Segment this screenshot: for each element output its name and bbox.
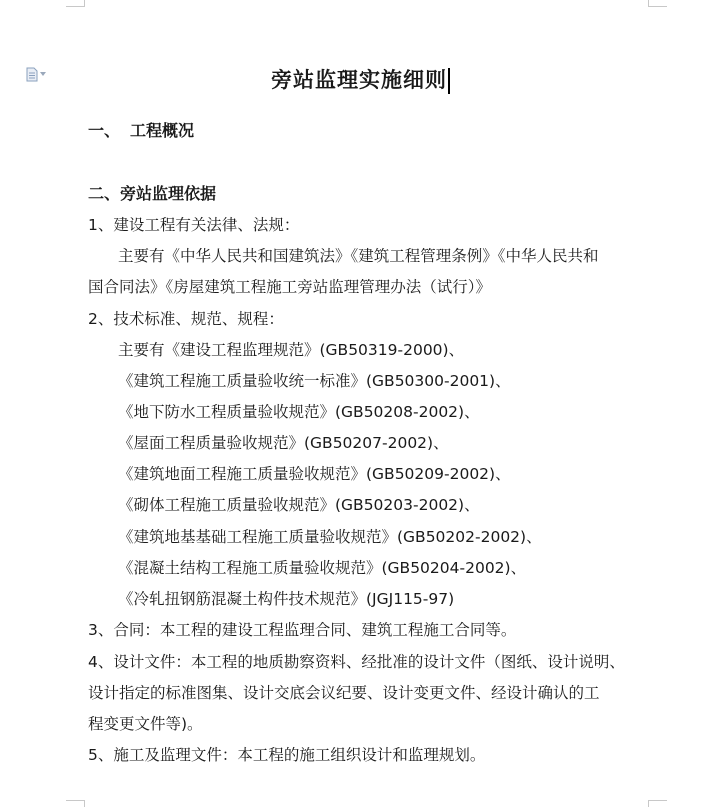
margin-corner-top-left: [66, 0, 85, 7]
item4-line2: 设计指定的标准图集、设计交底会议纪要、设计变更文件、经设计确认的工: [88, 684, 600, 702]
item4-line1: 4、设计文件：本工程的地质勘察资料、经批准的设计文件（图纸、设计说明、: [88, 653, 625, 671]
standard-line: 《地下防水工程质量验收规范》(GB50208-2002)、: [118, 403, 480, 421]
section-heading-overview: [88, 121, 194, 141]
standard-line: 主要有《建设工程监理规范》(GB50319-2000)、: [118, 341, 465, 359]
standard-line: 《建筑工程施工质量验收统一标准》(GB50300-2001)、: [118, 372, 511, 390]
standard-line: 《冷轧扭钢筋混凝土构件技术规范》(JGJ115-97): [118, 590, 455, 608]
item2-label: 2、技术标准、规范、规程：: [88, 310, 284, 328]
item1-text-line2: 国合同法》《房屋建筑工程施工旁站监理管理办法（试行）》: [88, 278, 492, 296]
standard-line: 《混凝土结构工程施工质量验收规范》(GB50204-2002)、: [118, 559, 527, 577]
item1-label: 1、建设工程有关法律、法规：: [88, 216, 300, 234]
standard-line: 《建筑地面工程施工质量验收规范》(GB50209-2002)、: [118, 465, 511, 483]
item4-line3: 程变更文件等)。: [88, 715, 203, 733]
section-title: 工程概况: [130, 121, 195, 140]
standard-line: 《屋面工程质量验收规范》(GB50207-2002)、: [118, 434, 449, 452]
margin-corner-bottom-right: [648, 800, 667, 807]
item1-text-line1: 主要有《中华人民共和国建筑法》《建筑工程管理条例》《中华人民共和: [118, 247, 599, 265]
item3-text: 3、合同：本工程的建设工程监理合同、建筑工程施工合同等。: [88, 621, 517, 639]
standard-line: 《建筑地基基础工程施工质量验收规范》(GB50202-2002)、: [118, 528, 542, 546]
standard-line: 《砌体工程施工质量验收规范》(GB50203-2002)、: [118, 496, 480, 514]
section-number: 一、: [88, 121, 121, 140]
title-text: 旁站监理实施细则: [271, 68, 447, 92]
item5-text: 5、施工及监理文件：本工程的施工组织设计和监理规划。: [88, 746, 486, 764]
text-cursor: [448, 68, 450, 94]
margin-corner-top-right: [648, 0, 667, 7]
document-title[interactable]: [0, 64, 721, 94]
section-heading-basis: 二、旁站监理依据: [88, 184, 217, 203]
margin-corner-bottom-left: [66, 800, 85, 807]
